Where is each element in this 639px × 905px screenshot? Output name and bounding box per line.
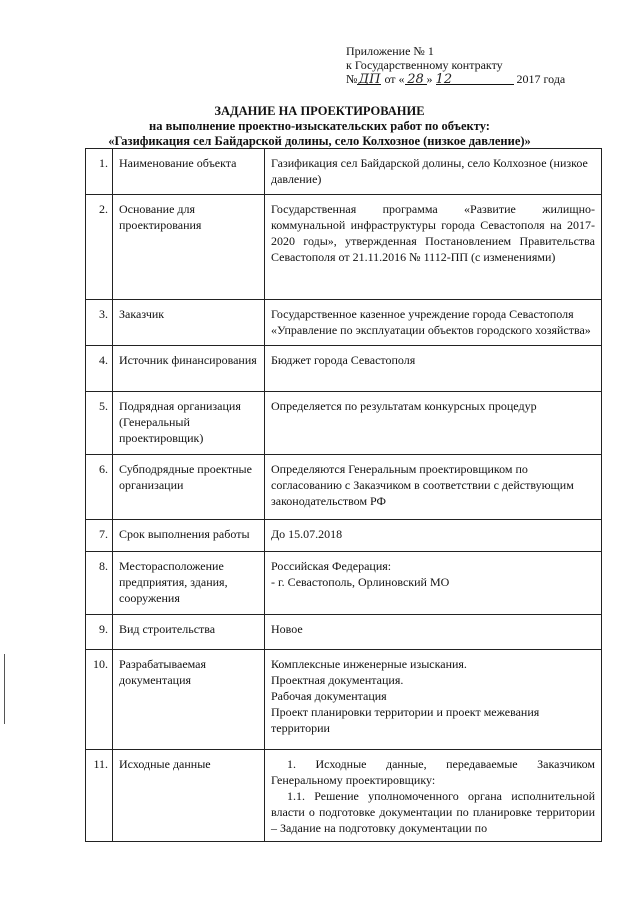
date-from-label: от «: [384, 72, 405, 86]
table-row: [86, 552, 602, 615]
doc-line-2: Проектная документация.: [271, 673, 404, 687]
contract-reference: к Государственному контракту: [346, 58, 503, 72]
source-data-para-2: 1.1. Решение уполномоченного органа исполнительной власти о подготовке документации по планировке территории – Задание на подготовку документации по: [271, 789, 595, 835]
design-task-table: [85, 148, 602, 842]
customer-line-2: «Управление по эксплуатации объектов городского хозяйства»: [271, 323, 591, 337]
document-subtitle: на выполнение проектно-изыскательских работ по объекту:: [149, 119, 490, 133]
table-row: [86, 392, 602, 455]
contract-month: 12: [436, 73, 514, 85]
row-number: 11.: [86, 750, 113, 842]
row-number: 7.: [86, 520, 113, 552]
row-value: Определяется по результатам конкурсных процедур: [265, 392, 602, 455]
location-line-2: - г. Севастополь, Орлиновский МО: [271, 575, 450, 589]
row-label: Источник финансирования: [113, 346, 265, 392]
table-row: [86, 750, 602, 842]
appendix-header: [346, 44, 606, 86]
row-label: Наименование объекта: [113, 149, 265, 195]
doc-line-1: Комплексные инженерные изыскания.: [271, 657, 467, 671]
contract-year: 2017 года: [516, 72, 566, 86]
row-number: 8.: [86, 552, 113, 615]
row-value: Новое: [265, 615, 602, 650]
table-row: [86, 300, 602, 346]
source-data-para-1: 1. Исходные данные, передаваемые Заказчиком Генеральному проектировщику:: [271, 757, 595, 787]
row-label: Субподрядные проектные организации: [113, 455, 265, 520]
table-row: [86, 149, 602, 195]
row-label: Срок выполнения работы: [113, 520, 265, 552]
doc-line-3: Рабочая документация: [271, 689, 387, 703]
row-value: До 15.07.2018: [265, 520, 602, 552]
location-line-1: Российская Федерация:: [271, 559, 392, 573]
row-label: Вид строительства: [113, 615, 265, 650]
row-label: Заказчик: [113, 300, 265, 346]
table-row: [86, 195, 602, 300]
contract-number-line: [346, 72, 606, 86]
row-value: [265, 552, 602, 615]
document-title: ЗАДАНИЕ НА ПРОЕКТИРОВАНИЕ: [214, 104, 425, 118]
row-value: [265, 650, 602, 750]
row-number: 2.: [86, 195, 113, 300]
contract-day: 28: [405, 73, 427, 85]
row-label: Исходные данные: [113, 750, 265, 842]
row-number: 9.: [86, 615, 113, 650]
row-number: 5.: [86, 392, 113, 455]
row-value: [265, 750, 602, 842]
table-row: [86, 346, 602, 392]
row-label: Подрядная организация (Генеральный проектировщик): [113, 392, 265, 455]
table-row: [86, 615, 602, 650]
table-row: [86, 455, 602, 520]
contract-number: ДП: [358, 72, 381, 87]
row-number: 4.: [86, 346, 113, 392]
row-number: 6.: [86, 455, 113, 520]
row-value: Бюджет города Севастополя: [265, 346, 602, 392]
customer-line-1: Государственное казенное учреждение города Севастополя: [271, 307, 574, 321]
row-label: Разрабатываемая документация: [113, 650, 265, 750]
scan-margin-mark: [4, 654, 5, 724]
row-value: Газификация сел Байдарской долины, село Колхозное (низкое давление): [265, 149, 602, 195]
row-number: 3.: [86, 300, 113, 346]
number-label: №: [346, 72, 358, 86]
table-row: [86, 520, 602, 552]
doc-line-4: Проект планировки территории и проект межевания территории: [271, 705, 540, 735]
row-number: 10.: [86, 650, 113, 750]
object-name-title: «Газификация сел Байдарской долины, село Колхозное (низкое давление)»: [108, 134, 531, 148]
row-number: 1.: [86, 149, 113, 195]
row-value: Определяются Генеральным проектировщиком по согласованию с Заказчиком в соответствии с действующим законодательством РФ: [265, 455, 602, 520]
table-row: [86, 650, 602, 750]
row-label: Месторасположение предприятия, здания, сооружения: [113, 552, 265, 615]
row-label: Основание для проектирования: [113, 195, 265, 300]
quote-close: »: [426, 72, 433, 86]
row-value: [265, 300, 602, 346]
appendix-number: Приложение № 1: [346, 44, 434, 58]
row-value: Государственная программа «Развитие жилищно-коммунальной инфраструктуры города Севастополя на 2017-2020 годы», утвержденная Постановлением Правительства Севастополя от 21.11.2016 № 1112-ПП (с изменениями): [265, 195, 602, 300]
